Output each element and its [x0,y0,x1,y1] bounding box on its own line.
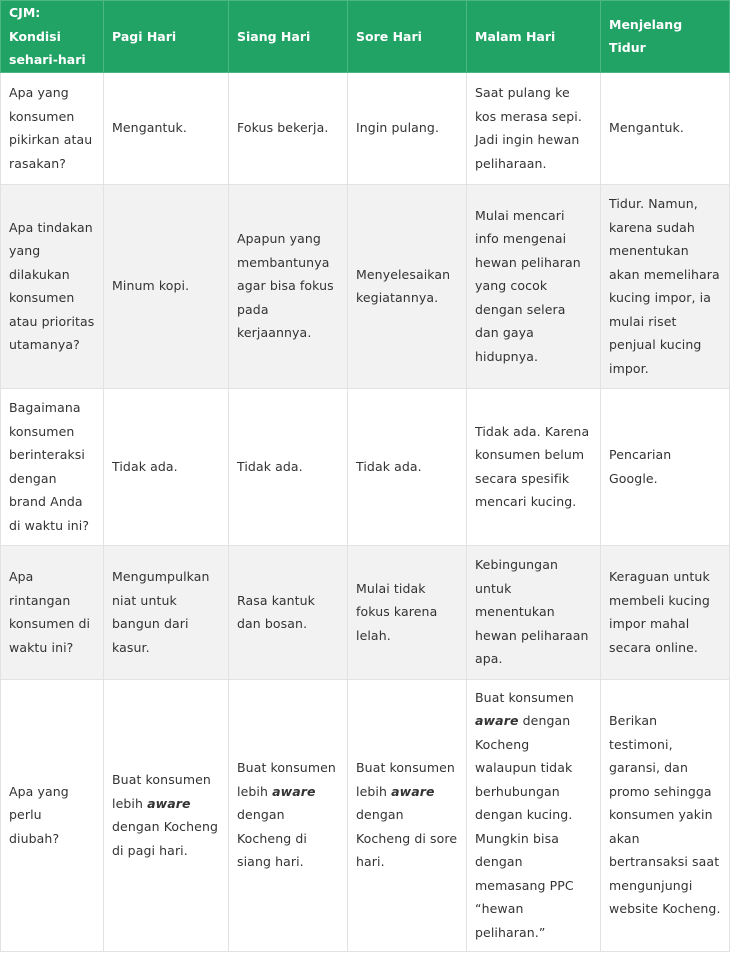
header-siang-hari: Siang Hari [229,1,348,73]
cell-sore: Menyelesaikan kegiatannya. [348,184,467,388]
table-row [1,679,730,951]
cell-text: Buat konsumen lebih [356,760,455,799]
table-row [1,72,730,184]
cell-sore: Mulai tidak fokus karena lelah. [348,545,467,679]
cell-text: dengan Kocheng di sore hari. [356,807,458,870]
row-question: Apa rintangan konsumen di waktu ini? [1,545,104,679]
cell-malam: Kebingungan untuk menentukan hewan peliharaan apa. [467,545,601,679]
cell-pagi: Mengumpulkan niat untuk bangun dari kasur. [104,545,229,679]
cell-malam: Saat pulang ke kos merasa sepi. Jadi ingin hewan peliharaan. [467,72,601,184]
header-pagi-hari: Pagi Hari [104,1,229,73]
cell-tidur: Keraguan untuk membeli kucing impor mahal secara online. [601,545,730,679]
cell-sore: Ingin pulang. [348,72,467,184]
emphasis-text: aware [475,713,519,729]
cell-sore: Tidak ada. [348,388,467,545]
cell-tidur: Berikan testimoni, garansi, dan promo sehingga konsumen yakin akan bertransaksi saat mengunjungi website Kocheng. [601,679,730,951]
cell-malam [467,679,601,951]
cell-text: dengan Kocheng walaupun tidak berhubungan dengan kucing. Mungkin bisa dengan memasang PPC “hewan peliharan.” [475,713,574,940]
row-question: Apa tindakan yang dilakukan konsumen atau prioritas utamanya? [1,184,104,388]
table-header-row [1,1,730,73]
cell-pagi: Mengantuk. [104,72,229,184]
cell-pagi: Minum kopi. [104,184,229,388]
cell-pagi [104,679,229,951]
row-question: Apa yang perlu diubah? [1,679,104,951]
cell-tidur: Tidur. Namun, karena sudah menentukan akan memelihara kucing impor, ia mulai riset penjual kucing impor. [601,184,730,388]
cell-malam: Tidak ada. Karena konsumen belum secara spesifik mencari kucing. [467,388,601,545]
cell-tidur: Pencarian Google. [601,388,730,545]
cell-siang: Tidak ada. [229,388,348,545]
cell-tidur: Mengantuk. [601,72,730,184]
cell-text: Buat konsumen lebih [112,772,211,811]
cell-text: dengan Kocheng di siang hari. [237,807,307,870]
row-question: Bagaimana konsumen berinteraksi dengan brand Anda di waktu ini? [1,388,104,545]
header-sore-hari: Sore Hari [348,1,467,73]
header-menjelang-tidur: Menjelang Tidur [601,1,730,73]
header-malam-hari: Malam Hari [467,1,601,73]
emphasis-text: aware [272,783,316,799]
emphasis-text: aware [147,795,191,811]
cell-sore [348,679,467,951]
cell-text: Buat konsumen [475,689,574,705]
cell-text: Buat konsumen lebih [237,760,336,799]
cell-pagi: Tidak ada. [104,388,229,545]
table-row [1,545,730,679]
emphasis-text: aware [391,783,435,799]
table-row [1,184,730,388]
cell-malam: Mulai mencari info mengenai hewan peliharan yang cocok dengan selera dan gaya hidupnya. [467,184,601,388]
cell-siang: Apapun yang membantunya agar bisa fokus pada kerjaannya. [229,184,348,388]
row-question: Apa yang konsumen pikirkan atau rasakan? [1,72,104,184]
cell-text: dengan Kocheng di pagi hari. [112,819,219,858]
cell-siang [229,679,348,951]
cell-siang: Rasa kantuk dan bosan. [229,545,348,679]
table-row [1,388,730,545]
cell-siang: Fokus bekerja. [229,72,348,184]
header-cjm-kondisi: CJM: Kondisi sehari-hari [1,1,104,73]
